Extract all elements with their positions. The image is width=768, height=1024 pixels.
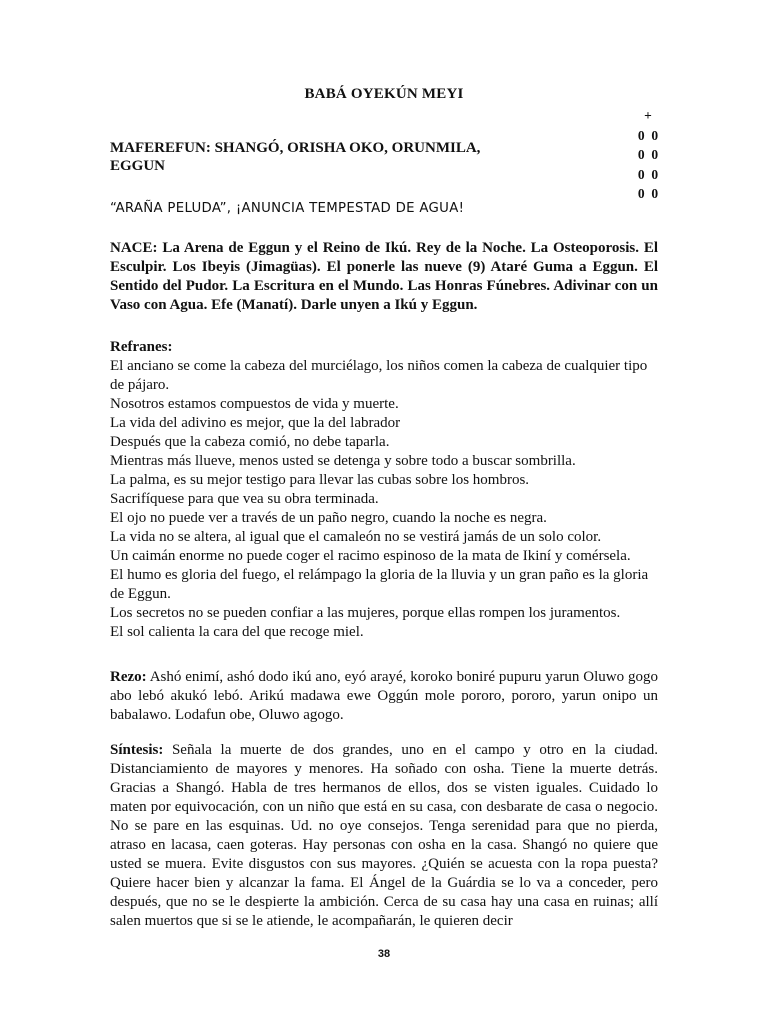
maferefun-line: MAFEREFUN: SHANGÓ, ORISHA OKO, ORUNMILA, EGGUN	[110, 140, 481, 174]
rezo-paragraph	[110, 668, 658, 725]
refran-line: La vida del adivino es mejor, que la del labrador	[110, 415, 401, 431]
odu-mark-row: 0 0	[637, 127, 659, 143]
odu-mark-row: 0 0	[637, 186, 659, 201]
refran-line: Un caimán enorme no puede coger el racimo espinoso de la mata de Ikiní y comérsela.	[110, 548, 631, 564]
page-title: BABÁ OYEKÚN MEYI	[304, 86, 464, 102]
odu-mark-row: 0 0	[637, 166, 659, 182]
page-number: 38	[377, 948, 391, 960]
rezo-label: Rezo:	[110, 669, 147, 685]
refran-line: El ojo no puede ver a través de un paño negro, cuando la noche es negra.	[110, 510, 547, 526]
refranes-section	[110, 338, 658, 642]
nace-paragraph: NACE: La Arena de Eggun y el Reino de Ikú. Rey de la Noche. La Osteoporosis. El Esculpir. Los Ibeyis (Jimagüas). El ponerle las nueve (9) Ataré Guma a Eggun. El Sentido del Pudor. La Escritura en el Mundo. Las Honras Fúnebres. Adivinar con un Vaso con Agua. Efe (Manatí). Darle unyen a Ikú y Eggun.	[110, 240, 658, 313]
refran-line: Mientras más llueve, menos usted se detenga y sobre todo a buscar sombrilla.	[110, 453, 576, 469]
refran-line: El humo es gloria del fuego, el relámpago la gloria de la lluvia y un gran paño es la gloria de Eggun.	[110, 567, 649, 602]
sintesis-text: Señala la muerte de dos grandes, uno en el campo y otro en la ciudad. Distanciamiento de mayores y menores. Ha soñado con osha. Tiene la muerte detrás. Gracias a Shangó. Habla de tres hermanos de ellos, dos se visten iguales. Cuidado lo maten por equivocación, con un niño que está en su casa, con desbarate de casa o negocio. No se pare en las esquinas. Ud. no oye consejos. Tenga serenidad para que no pierda, atraso en lacasa, caen goteras. Hay personas con osha en la casa. Shangó no quiere que usted se muera. Evite disgustos con sus mayores. ¿Quién se acuesta con la ropa puesta? Quiere hacer bien y alcanzar la fama. El Ángel de la Guárdia se lo va a conceder, pero después, que no se le despierte la ambición. Cerca de su casa hay una casa en ruinas; allí salen muertos que si se le atiende, le acompañarán, le quieren decir	[110, 742, 658, 929]
refran-line: Nosotros estamos compuestos de vida y muerte.	[110, 396, 399, 412]
rezo-text: Ashó enimí, ashó dodo ikú ano, eyó arayé, koroko boniré pupuru yarun Oluwo gogo abo lebó akukó lebó. Arikú madawa ewe Oggún mole pororo, pororo, yarun onipo un babalawo. Lodafun obe, Oluwo agogo.	[110, 669, 658, 723]
refran-line: El sol calienta la cara del que recoge miel.	[110, 624, 364, 640]
odu-sign-mark	[633, 106, 663, 204]
refran-line: La palma, es su mejor testigo para llevar las cubas sobre los hombros.	[110, 472, 530, 488]
refran-line: Sacrifíquese para que vea su obra terminada.	[110, 491, 379, 507]
refran-line: Los secretos no se pueden confiar a las mujeres, porque ellas rompen los juramentos.	[110, 605, 621, 621]
refran-line: La vida no se altera, al igual que el camaleón no se vestirá jamás de un solo color.	[110, 529, 602, 545]
sintesis-paragraph	[110, 741, 658, 931]
sintesis-label: Síntesis:	[110, 742, 164, 758]
odu-mark-plus: +	[644, 108, 652, 123]
refran-line: El anciano se come la cabeza del murciélago, los niños comen la cabeza de cualquier tipo de pájaro.	[110, 358, 648, 393]
odu-mark-row: 0 0	[637, 147, 659, 162]
refran-line: Después que la cabeza comió, no debe taparla.	[110, 434, 390, 450]
refranes-heading: Refranes:	[110, 339, 173, 355]
sign-subtitle: “ARAÑA PELUDA”, ¡ANUNCIA TEMPESTAD DE AGUA!	[110, 201, 465, 216]
